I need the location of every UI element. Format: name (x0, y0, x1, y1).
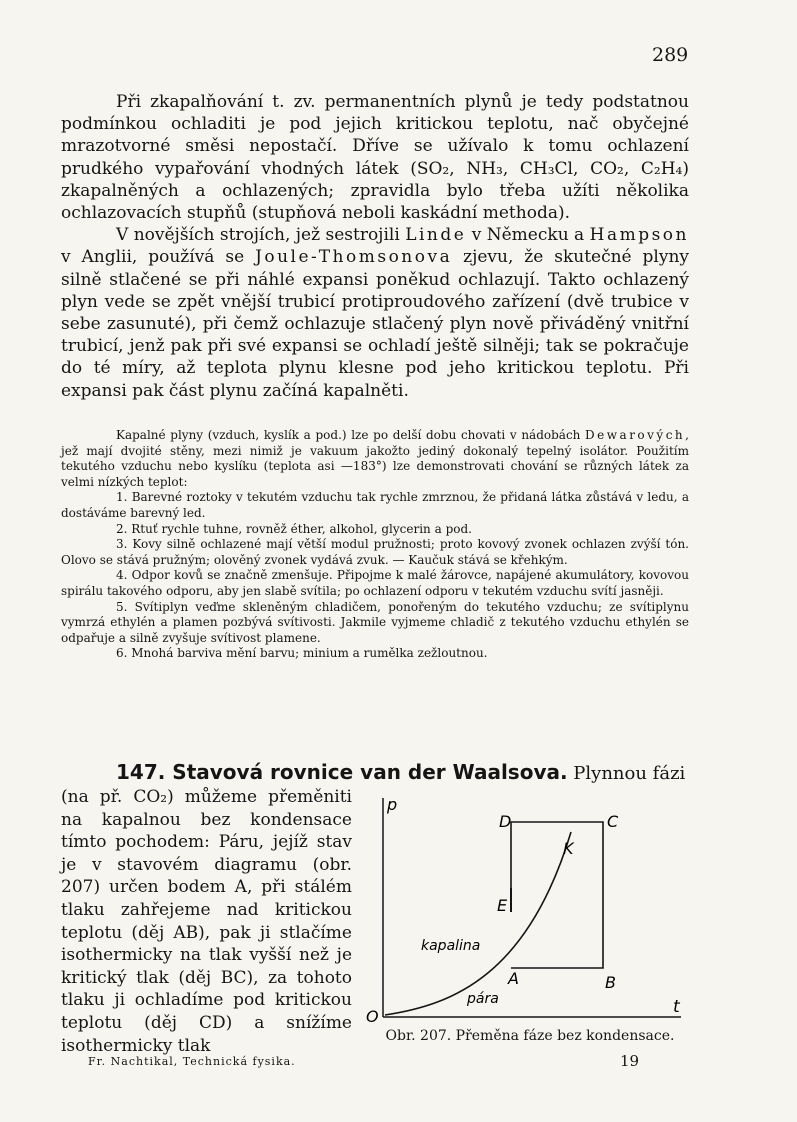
experiment-list (61, 490, 689, 662)
state-diagram (363, 790, 693, 1050)
section-title: 147. Stavová rovnice van der Waalsova. (116, 760, 568, 784)
figure-207 (363, 790, 693, 1050)
text-run: v Anglii, používá se (61, 247, 256, 268)
figure-caption: Obr. 207. Přeměna fáze bez kondensace. (385, 1028, 675, 1044)
list-item: 1. Barevné roztoky v tekutém vzduchu tak rychle zmrznou, že přidaná látka zůstává v ledu, a dostáváme barevný led. (61, 490, 689, 520)
footer-author: Fr. Nachtikal, Technická fysika. (88, 1055, 296, 1068)
text-run: zjevu, že skutečné plyny silně stlačené se při náhlé expansi poněkud ochlazují. Takto ochlazený plyn vede se zpět vnější trubicí protiproudového zařízení (dvě trubice v sebe zasunuté), při čemž ochlazuje stlačený plyn nově přiváděný vnitřní trubicí, jenž pak při své expansi se ochladí ještě silněji; tak se pokračuje do té míry, až teplota plynu klesne pod jeho kritickou teplotu. Při expansi pak část plynu začíná kapalněti. (61, 247, 690, 401)
footer-sheet-number: 19 (620, 1052, 640, 1070)
list-item: 6. Mnohá barviva mění barvu; minium a rumělka zežloutnou. (116, 646, 488, 661)
name-dewar: Dewarových (585, 428, 686, 442)
small-print-note (61, 428, 689, 662)
process-path (511, 822, 603, 968)
label-o: O (366, 1007, 379, 1026)
label-b: B (605, 973, 616, 992)
name-linde: Linde (405, 225, 467, 246)
paragraph-linde-hampson (61, 224, 689, 402)
label-a: A (508, 969, 519, 988)
label-t: t (673, 997, 680, 1017)
label-d: D (499, 812, 512, 831)
label-k: K (563, 839, 574, 858)
main-text (61, 91, 689, 402)
paragraph-liquefaction: Při zkapalňování t. zv. permanentních plynů je tedy podstatnou podmínkou ochladiti je pod jejich kritickou teplotu, nač obyčejné mrazotvorné směsi nepostačí. Dříve se užívalo k tomu ochlazení prudkého vypařování vhodných látek (SO₂, NH₃, CH₃Cl, CO₂, C₂H₄) zkapalněných a ochlazených; zpravidla bylo třeba užíti několika ochlazovacích stupňů (stupňová neboli kaskádní methoda). (61, 92, 689, 224)
name-hampson: Hampson (589, 225, 689, 246)
list-item: 5. Svítiplyn veďme skleněným chladičem, ponořeným do tekutého vzduchu; ze svítiplynu vymrzá ethylén a plamen pozbývá svítivosti. Jakmile vyjmeme chladič z tekutého vzduchu ethylén se odpařuje a silně zvyšuje svítivost plamene. (61, 599, 689, 645)
note-intro (61, 428, 689, 490)
text-run: , jež mají dvojité stěny, mezi nimiž je vakuum jakožto jediný dokonalý tepelný isolátor. Použitím tekutého vzduchu nebo kyslíku (teplota asi —183°) lze demonstrovati chování se různých látek za velmi nízkých teplot: (61, 428, 689, 489)
label-e: E (497, 896, 508, 915)
page-number: 289 (652, 44, 689, 66)
name-joule-thomson: Joule-Thomsonova (255, 247, 453, 268)
saturation-curve (385, 832, 571, 1015)
label-p: p (387, 795, 398, 814)
list-item: 3. Kovy silně ochlazené mají větší modul pružnosti; proto kovový zvonek ochlazen zvýší tón. Olovo se stává pružným; olověný zvonek vydává zvuk. — Kaučuk stává se křehkým. (61, 537, 689, 567)
text-run: Kapalné plyny (vzduch, kyslík a pod.) lze po delší dobu chovati v nádobách (116, 428, 586, 442)
section-heading (116, 760, 706, 784)
label-vapor: pára (467, 991, 499, 1007)
section-lead-in: Plynnou fázi (567, 763, 686, 784)
label-c: C (607, 812, 619, 831)
list-item: 4. Odpor kovů se značně zmenšuje. Připojme k malé žárovce, napájené akumulátory, kovovou spirálu takového odporu, aby jen slabě svítila; po ochlazení odporu v tekutém vzduchu svítí jasněji. (61, 568, 689, 598)
label-liquid: kapalina (421, 938, 481, 954)
text-run: v Německu a (466, 225, 590, 246)
list-item: 2. Rtuť rychle tuhne, rovněž éther, alkohol, glycerin a pod. (116, 521, 472, 536)
text-run: V novějších strojích, jež sestrojili (116, 225, 406, 246)
section-text: (na př. CO₂) můžeme přeměniti na kapalnou bez kondensace tímto pochodem: Páru, jejíž stav je v stavovém diagramu (obr. 207) určen bodem A, při stálém tlaku zahřejeme nad kritickou teplotu (děj AB), pak ji stlačíme isothermicky na tlak vyšší než je kritický tlak (děj BC), za tohoto tlaku ji ochladíme pod kritickou teplotu (děj CD) a snížíme isothermicky tlak (61, 787, 352, 1056)
